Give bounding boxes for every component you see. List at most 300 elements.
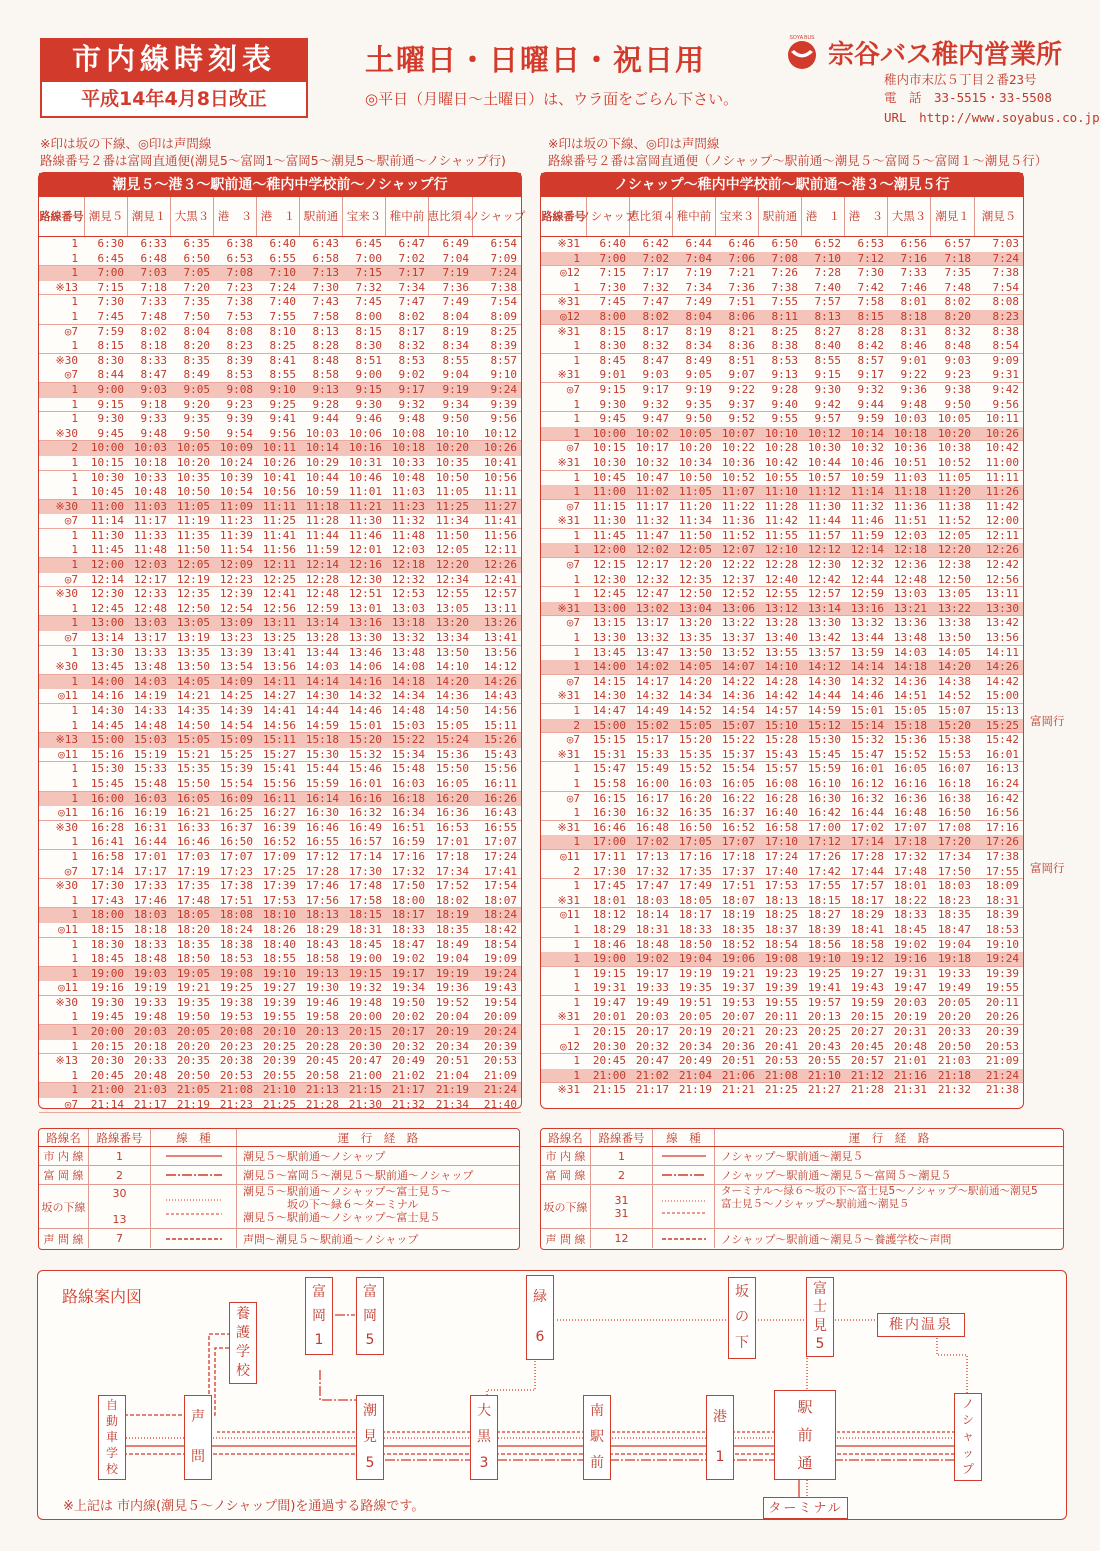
time-cell: 11:51 [893, 514, 927, 528]
stop-label-char: 駅 [590, 1428, 604, 1445]
time-cell: 15:48 [133, 776, 167, 790]
time-cell: 13:57 [807, 645, 841, 659]
time-cell: 13:05 [435, 601, 469, 615]
time-cell: 13:06 [721, 601, 755, 615]
time-cell: 10:35 [176, 470, 210, 484]
time-cell: 7:49 [685, 295, 712, 309]
time-cell: 20:48 [893, 1039, 927, 1053]
time-cell: 17:01 [435, 835, 469, 849]
time-cell: 12:44 [850, 572, 884, 586]
time-cell: 19:09 [483, 952, 517, 966]
time-cell: 16:22 [721, 791, 755, 805]
time-cell: 6:50 [771, 237, 798, 250]
time-cell: 11:09 [219, 499, 253, 513]
time-cell: 15:30 [305, 747, 339, 761]
time-cell: 21:32 [937, 1083, 971, 1097]
time-cell: 19:49 [635, 995, 669, 1009]
stop-header: ノシャップ [468, 209, 526, 223]
time-cell: 16:33 [176, 820, 210, 834]
time-cell: 15:35 [678, 747, 712, 761]
time-cell: 9:52 [728, 412, 755, 426]
time-cell: 11:48 [391, 528, 425, 542]
time-cell: 18:45 [893, 922, 927, 936]
time-cell: 10:03 [305, 426, 339, 440]
time-cell: 21:03 [133, 1083, 167, 1097]
time-cell: 17:40 [764, 864, 798, 878]
time-cell: 16:44 [850, 806, 884, 820]
time-cell: 14:15 [592, 674, 626, 688]
time-cell: 18:02 [435, 893, 469, 907]
time-cell: 12:22 [721, 558, 755, 572]
timetable-row [39, 865, 521, 880]
time-cell: 8:48 [944, 339, 971, 353]
route-number-cell: ※31 [557, 455, 580, 469]
time-cell: 11:23 [391, 499, 425, 513]
time-cell: 8:28 [857, 324, 884, 338]
time-cell: 19:00 [348, 952, 382, 966]
time-cell: 12:51 [348, 587, 382, 601]
time-cell: 18:53 [985, 922, 1019, 936]
time-cell: 14:05 [937, 645, 971, 659]
time-cell: 18:27 [807, 908, 841, 922]
time-cell: 15:32 [850, 733, 884, 747]
time-cell: 10:54 [219, 485, 253, 499]
time-cell: 18:49 [435, 937, 469, 951]
time-cell: 9:48 [398, 412, 425, 426]
time-cell: 19:24 [985, 952, 1019, 966]
time-cell: 17:02 [635, 835, 669, 849]
time-cell: 13:56 [985, 631, 1019, 645]
company-url[interactable]: URL http://www.soyabus.co.jp [884, 110, 1100, 125]
time-cell: 14:07 [721, 660, 755, 674]
time-cell: 18:45 [90, 952, 124, 966]
time-cell: 9:17 [398, 382, 425, 396]
time-cell: 16:18 [391, 791, 425, 805]
route-number-cell: ◎7 [64, 864, 78, 878]
time-cell: 20:13 [305, 1025, 339, 1039]
time-cell: 10:14 [850, 426, 884, 440]
timetable-row [39, 733, 521, 748]
time-cell: 9:03 [140, 382, 167, 396]
timetable-row [541, 295, 1023, 310]
time-cell: 7:55 [771, 295, 798, 309]
time-cell: 14:26 [483, 674, 517, 688]
legend-route-number [89, 1185, 151, 1228]
time-cell: 20:01 [592, 1010, 626, 1024]
timetable-row [541, 689, 1023, 704]
time-cell: 16:32 [850, 791, 884, 805]
time-cell: 20:27 [850, 1025, 884, 1039]
time-cell: 14:08 [391, 660, 425, 674]
time-cell: 17:02 [850, 820, 884, 834]
route-number-cell: 1 [573, 470, 580, 484]
time-cell: 18:31 [348, 922, 382, 936]
stop-label-char: ッ [961, 1445, 974, 1460]
time-cell: 15:11 [483, 718, 517, 732]
time-cell: 14:59 [807, 704, 841, 717]
time-cell: 9:17 [857, 368, 884, 382]
time-cell: 11:20 [678, 499, 712, 513]
stop-jidousha-gakkou [98, 1395, 126, 1480]
time-cell: 16:38 [937, 791, 971, 805]
stop-header: 大黒３ [888, 197, 931, 236]
time-cell: 11:20 [937, 485, 971, 499]
time-cell: 7:00 [599, 251, 626, 265]
time-cell: 20:39 [985, 1025, 1019, 1039]
legend-route-number: 7 [89, 1229, 151, 1248]
time-cell: 14:49 [635, 704, 669, 717]
route-number-cell: 2 [71, 441, 78, 455]
time-cell: 8:51 [728, 353, 755, 367]
time-cell: 18:00 [90, 908, 124, 922]
time-cell: 17:11 [592, 849, 626, 863]
time-cell: 20:53 [483, 1054, 517, 1068]
time-cell: 11:41 [483, 514, 517, 528]
time-cell: 18:56 [807, 937, 841, 951]
time-cell: 11:59 [305, 543, 339, 557]
route-number-cell: 1 [71, 266, 78, 280]
time-cell: 18:07 [483, 893, 517, 907]
time-cell: 12:35 [678, 572, 712, 586]
time-cell: 6:30 [97, 237, 124, 250]
right-note-route2: 路線番号２番は富岡直通便（ノシャップ〜駅前通〜潮見５〜富岡５〜富岡１〜潮見５行） [548, 153, 1048, 168]
time-cell: 12:05 [176, 558, 210, 572]
time-cell: 20:07 [721, 1010, 755, 1024]
time-cell: 19:17 [635, 966, 669, 980]
time-cell: 18:55 [262, 952, 296, 966]
route-number-cell: ◎7 [64, 572, 78, 586]
tomioka-label-2: 富岡行 [1030, 861, 1065, 875]
time-cell: 14:52 [937, 689, 971, 703]
stop-label-char: 緑 [533, 1289, 547, 1306]
route-number-cell: 1 [71, 309, 78, 323]
time-cell: 19:36 [435, 981, 469, 995]
time-cell: 13:44 [850, 631, 884, 645]
time-cell: 18:58 [850, 937, 884, 951]
time-cell: 11:32 [635, 514, 669, 528]
timetable-outbound-body [39, 237, 521, 1113]
time-cell: 17:07 [893, 820, 927, 834]
time-cell: 16:19 [133, 806, 167, 820]
route-number-cell: ※31 [557, 324, 580, 338]
time-cell: 20:41 [764, 1039, 798, 1053]
time-cell: 13:04 [678, 601, 712, 615]
time-cell: 18:13 [305, 908, 339, 922]
time-cell: 11:05 [937, 470, 971, 484]
time-cell: 18:01 [893, 879, 927, 893]
stop-label-char: 動 [105, 1414, 118, 1429]
time-cell: 9:08 [226, 382, 253, 396]
time-cell: 15:20 [678, 733, 712, 747]
route-number-cell: ◎11 [58, 689, 78, 703]
stop-label-char: 5 [365, 1455, 375, 1472]
route-number-cell: ※31 [557, 1083, 580, 1097]
time-cell: 12:38 [937, 558, 971, 572]
route-number-cell: ◎7 [566, 791, 580, 805]
time-cell: 18:12 [592, 908, 626, 922]
time-cell: 14:00 [90, 674, 124, 688]
time-cell: 13:50 [176, 660, 210, 674]
legend-header: 線 種 [653, 1129, 715, 1146]
time-cell: 6:55 [269, 251, 296, 265]
stop-label-char: 南 [590, 1402, 604, 1419]
time-cell: 19:58 [305, 1010, 339, 1024]
time-cell: 17:14 [850, 835, 884, 849]
time-cell: 19:15 [348, 966, 382, 980]
stop-terminal: ターミナル [763, 1497, 848, 1519]
time-cell: 18:15 [90, 922, 124, 936]
time-cell: 17:46 [133, 893, 167, 907]
time-cell: 16:52 [721, 820, 755, 834]
route-number-cell: ◎12 [560, 1039, 580, 1053]
legend-header: 線 種 [151, 1129, 237, 1146]
timetable-row [541, 383, 1023, 398]
time-cell: 6:44 [685, 237, 712, 250]
timetable-row [39, 456, 521, 471]
time-cell: 10:20 [176, 455, 210, 469]
stop-header: 恵比須４ [429, 197, 473, 236]
stop-header: 駅前通 [759, 197, 802, 236]
time-cell: 6:58 [312, 251, 339, 265]
time-cell: 11:45 [90, 543, 124, 557]
time-cell: 18:25 [764, 908, 798, 922]
time-cell: 14:10 [435, 660, 469, 674]
timetable-row [39, 1098, 521, 1113]
time-cell: 15:24 [435, 733, 469, 747]
time-cell: 10:50 [435, 470, 469, 484]
time-cell: 12:55 [435, 587, 469, 601]
time-cell: 9:33 [140, 412, 167, 426]
time-cell: 16:07 [937, 762, 971, 776]
time-cell: 14:36 [721, 689, 755, 703]
time-cell: 20:51 [721, 1054, 755, 1068]
time-cell: 10:38 [937, 441, 971, 455]
route-number-cell: ◎12 [560, 309, 580, 323]
time-cell: 16:11 [262, 791, 296, 805]
time-cell: 8:11 [771, 309, 798, 323]
time-cell: 20:57 [850, 1054, 884, 1068]
time-cell: 10:26 [262, 455, 296, 469]
timetable-row [39, 339, 521, 354]
time-cell: 7:47 [398, 295, 425, 309]
time-cell: 8:30 [97, 353, 124, 367]
stop-header: 潮見１ [931, 197, 975, 236]
stop-header: 港 ３ [214, 197, 257, 236]
time-cell: 14:39 [219, 704, 253, 717]
stop-label-char: 問 [191, 1448, 205, 1465]
time-cell: 16:28 [90, 820, 124, 834]
route-number-cell: ◎7 [64, 1098, 78, 1112]
timetable-row [541, 908, 1023, 923]
timetable-row [39, 1010, 521, 1025]
time-cell: 14:20 [937, 660, 971, 674]
time-cell: 8:13 [814, 309, 841, 323]
time-cell: 7:35 [944, 266, 971, 280]
time-cell: 12:55 [764, 587, 798, 601]
time-cell: 13:54 [219, 660, 253, 674]
time-cell: 20:32 [635, 1039, 669, 1053]
stop-label-char: 5 [365, 1331, 375, 1348]
line-style-dashed [653, 1229, 715, 1248]
time-cell: 15:21 [176, 747, 210, 761]
time-cell: 8:04 [442, 309, 469, 323]
time-cell: 9:01 [599, 368, 626, 382]
time-cell: 7:32 [355, 280, 382, 294]
route-number-cell: 1 [573, 631, 580, 645]
time-cell: 16:03 [678, 776, 712, 790]
stop-label-char: ャ [961, 1429, 974, 1444]
time-cell: 13:30 [90, 645, 124, 659]
time-cell: 13:48 [893, 631, 927, 645]
time-cell: 11:28 [305, 514, 339, 528]
time-cell: 16:30 [807, 791, 841, 805]
time-cell: 17:14 [90, 864, 124, 878]
time-cell: 12:40 [764, 572, 798, 586]
time-cell: 8:46 [900, 339, 927, 353]
logo-text: SOYA BUS [789, 35, 815, 41]
time-cell: 11:21 [348, 499, 382, 513]
timetable-row [541, 704, 1023, 719]
left-note-marks: ※印は坂の下線、◎印は声問線 [40, 136, 212, 151]
time-cell: 9:28 [312, 397, 339, 411]
time-cell: 14:35 [176, 704, 210, 717]
time-cell: 10:32 [850, 441, 884, 455]
time-cell: 12:42 [807, 572, 841, 586]
time-cell: 16:48 [635, 820, 669, 834]
stop-wakkanai-onsen: 稚内温泉 [877, 1313, 965, 1337]
stop-label-char: 前 [797, 1425, 813, 1444]
weekday-note: ◎平日（月曜日〜土曜日）は、ウラ面をごらん下さい。 [365, 90, 739, 108]
stop-header: 宝来３ [716, 197, 759, 236]
time-cell: 7:10 [814, 251, 841, 265]
time-cell: 8:17 [642, 324, 669, 338]
timetable-row [541, 1040, 1023, 1055]
timetable-row [39, 514, 521, 529]
time-cell: 19:12 [850, 952, 884, 966]
legend-route-name: 声 問 線 [541, 1229, 591, 1248]
timetable-row [541, 412, 1023, 427]
time-cell: 9:45 [97, 426, 124, 440]
timetable-row [39, 558, 521, 573]
time-cell: 17:30 [348, 864, 382, 878]
time-cell: 17:44 [850, 864, 884, 878]
time-cell: 12:20 [937, 543, 971, 557]
route-number-cell: ◎11 [560, 908, 580, 922]
time-cell: 12:32 [850, 558, 884, 572]
time-cell: 10:42 [764, 455, 798, 469]
legend-route-number: 2 [591, 1166, 653, 1184]
time-cell: 15:05 [893, 704, 927, 717]
stop-label-char: 潮 [363, 1402, 377, 1419]
time-cell: 19:33 [133, 995, 167, 1009]
time-cell: 16:11 [483, 776, 517, 790]
time-cell: 21:05 [176, 1083, 210, 1097]
time-cell: 15:30 [807, 733, 841, 747]
time-cell: 9:15 [355, 382, 382, 396]
timetable-row [39, 325, 521, 340]
time-cell: 19:39 [262, 995, 296, 1009]
time-cell: 18:40 [262, 937, 296, 951]
time-cell: 15:43 [764, 747, 798, 761]
time-cell: 20:00 [90, 1025, 124, 1039]
time-cell: 17:19 [176, 864, 210, 878]
time-cell: 11:57 [807, 528, 841, 542]
time-cell: 17:45 [592, 879, 626, 893]
route-number-cell: ◎7 [566, 733, 580, 747]
time-cell: 20:19 [893, 1010, 927, 1024]
time-cell: 17:03 [176, 849, 210, 863]
time-cell: 10:33 [133, 470, 167, 484]
time-cell: 21:14 [90, 1098, 124, 1112]
time-cell: 21:03 [937, 1054, 971, 1068]
time-cell: 19:49 [937, 981, 971, 995]
route-number-cell: 2 [573, 864, 580, 878]
time-cell: 16:46 [305, 820, 339, 834]
time-cell: 20:45 [850, 1039, 884, 1053]
time-cell: 8:41 [269, 353, 296, 367]
time-cell: 9:56 [490, 412, 517, 426]
time-cell: 14:05 [176, 674, 210, 688]
timetable-row [39, 543, 521, 558]
time-cell: 11:10 [764, 485, 798, 499]
time-cell: 15:00 [592, 718, 626, 732]
timetable-row [541, 1069, 1023, 1084]
time-cell: 9:20 [183, 397, 210, 411]
stop-label-char: 通 [797, 1453, 813, 1472]
route-number-cell: ◎11 [560, 849, 580, 863]
timetable-row [541, 310, 1023, 325]
timetable-row [541, 456, 1023, 471]
time-cell: 7:49 [442, 295, 469, 309]
time-cell: 20:45 [305, 1054, 339, 1068]
route-number-cell: 1 [71, 470, 78, 484]
stop-label-char: プ [961, 1462, 974, 1477]
time-cell: 13:30 [348, 631, 382, 645]
time-cell: 18:33 [678, 922, 712, 936]
route-number-cell: 1 [71, 718, 78, 732]
time-cell: 17:26 [807, 849, 841, 863]
time-cell: 17:50 [937, 864, 971, 878]
time-cell: 20:11 [764, 1010, 798, 1024]
time-cell: 8:04 [685, 309, 712, 323]
route-number-cell: ◎11 [58, 806, 78, 820]
time-cell: 19:02 [391, 952, 425, 966]
time-cell: 20:28 [305, 1039, 339, 1053]
timetable-row [39, 237, 521, 252]
time-cell: 8:55 [269, 368, 296, 382]
time-cell: 7:59 [97, 324, 124, 338]
time-cell: 7:48 [140, 309, 167, 323]
time-cell: 14:10 [764, 660, 798, 674]
time-cell: 15:22 [391, 733, 425, 747]
stop-label-char: ノ [961, 1396, 974, 1411]
time-cell: 13:20 [678, 616, 712, 630]
time-cell: 8:38 [992, 324, 1019, 338]
time-cell: 9:47 [642, 412, 669, 426]
time-cell: 11:45 [592, 528, 626, 542]
time-cell: 14:56 [483, 704, 517, 717]
time-cell: 18:01 [592, 893, 626, 907]
time-cell: 9:50 [944, 397, 971, 411]
time-cell: 14:06 [348, 660, 382, 674]
time-cell: 12:57 [807, 587, 841, 601]
time-cell: 7:09 [490, 251, 517, 265]
time-cell: 11:44 [305, 528, 339, 542]
time-cell: 14:14 [305, 674, 339, 688]
route-number-cell: 1 [573, 426, 580, 440]
timetable-row [541, 792, 1023, 807]
time-cell: 9:44 [312, 412, 339, 426]
